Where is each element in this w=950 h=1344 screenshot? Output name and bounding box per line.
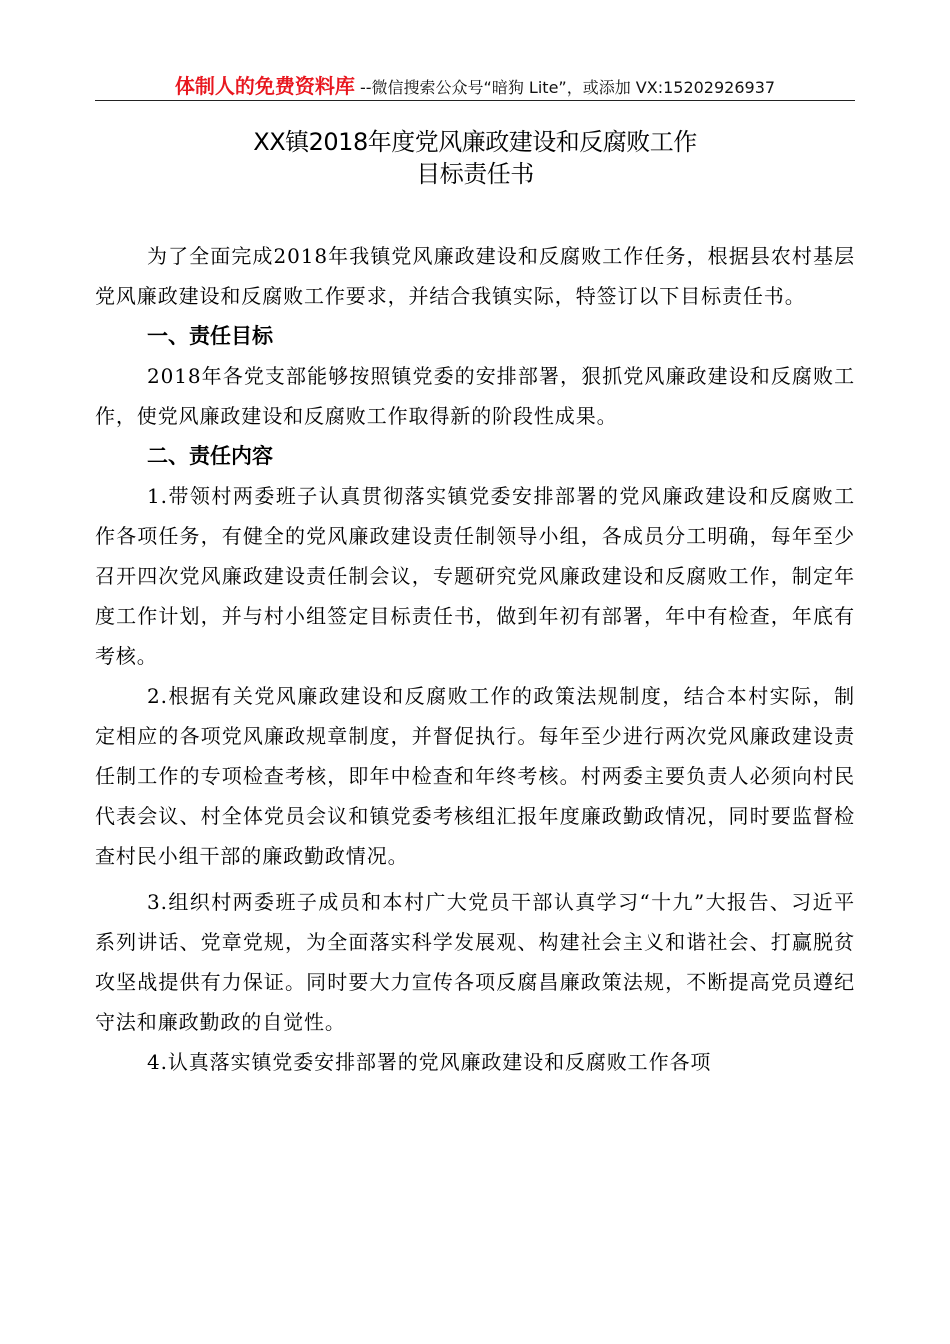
content-item-3: 3.组织村两委班子成员和本村广大党员干部认真学习“十九”大报告、习近平系列讲话、党章党规，为全面落实科学发展观、构建社会主义和谐社会、打赢脱贫攻坚战提供有力保证。同时要大力宣传各项反腐昌廉政策法规，不断提高党员遵纪守法和廉政勤政的自觉性。 (95, 890, 855, 1034)
header-contact-info: --微信搜索公众号“暗狗 Lite”，或添加 VX:15202926937 (354, 78, 776, 97)
goal-paragraph: 2018年各党支部能够按照镇党委的安排部署，狠抓党风廉政建设和反腐败工作，使党风廉政建设和反腐败工作取得新的阶段性成果。 (95, 364, 855, 428)
header-divider (95, 100, 855, 101)
content-item-2: 2.根据有关党风廉政建设和反腐败工作的政策法规制度，结合本村实际，制定相应的各项党风廉政规章制度，并督促执行。每年至少进行两次党风廉政建设责任制工作的专项检查考核，即年中检查和年终考核。村两委主要负责人必须向村民代表会议、村全体党员会议和镇党委考核组汇报年度廉政勤政情况，同时要监督检查村民小组干部的廉政勤政情况。 (95, 684, 855, 868)
header-brand: 体制人的免费资料库 (174, 74, 355, 98)
document-body (95, 236, 855, 1082)
title-line-2: 目标责任书 (416, 160, 534, 188)
section-heading-content: 二、责任内容 (147, 444, 273, 468)
content-item-4: 4.认真落实镇党委安排部署的党风廉政建设和反腐败工作各项 (147, 1050, 712, 1074)
document-title (95, 126, 855, 190)
title-line-1: XX镇2018年度党风廉政建设和反腐败工作 (253, 128, 697, 156)
section-heading-goal: 一、责任目标 (147, 324, 273, 348)
content-item-1: 1.带领村两委班子认真贯彻落实镇党委安排部署的党风廉政建设和反腐败工作各项任务，有健全的党风廉政建设责任制领导小组，各成员分工明确，每年至少召开四次党风廉政建设责任制会议，专题研究党风廉政建设和反腐败工作，制定年度工作计划，并与村小组签定目标责任书，做到年初有部署，年中有检查，年底有考核。 (95, 484, 855, 668)
watermark-header (95, 72, 855, 100)
intro-paragraph: 为了全面完成2018年我镇党风廉政建设和反腐败工作任务，根据县农村基层党风廉政建设和反腐败工作要求，并结合我镇实际，特签订以下目标责任书。 (95, 244, 855, 308)
